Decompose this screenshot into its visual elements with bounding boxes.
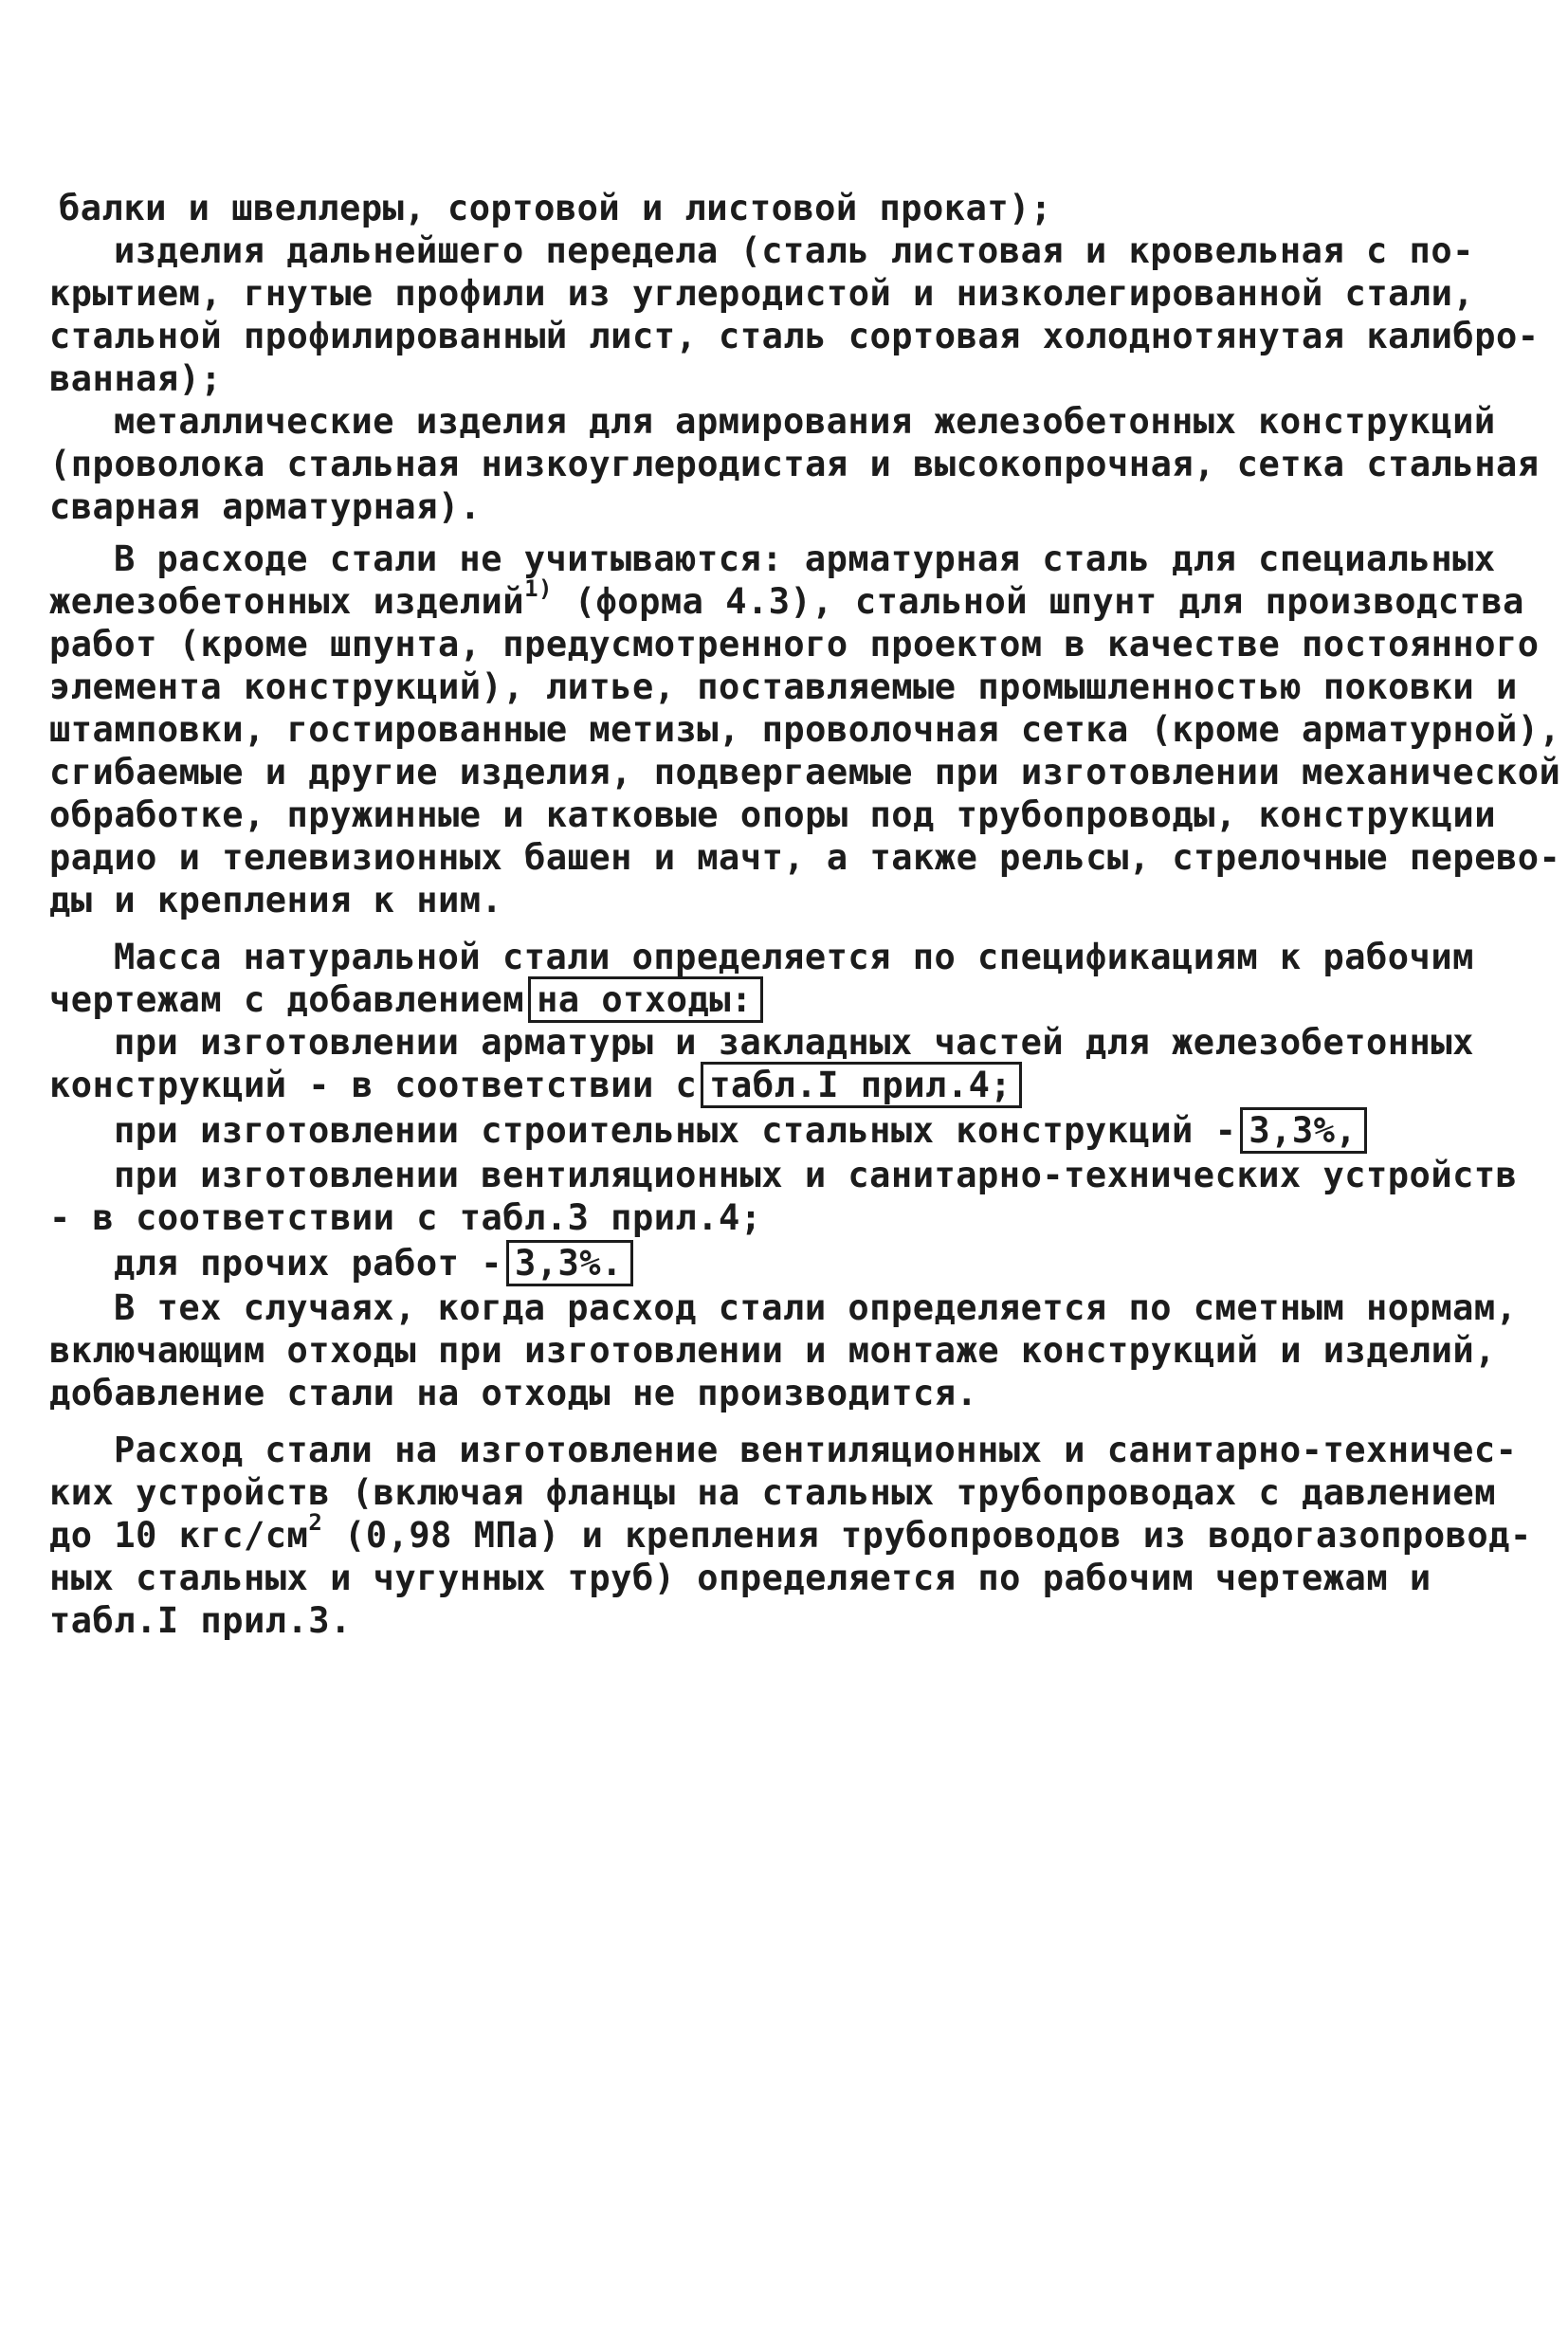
text-line [49, 1469, 1496, 1517]
text-line [49, 1327, 1496, 1375]
line-text: ких устройств (включая фланцы на стальных трубопроводах с давлением [49, 1472, 1496, 1513]
line-text: (0,98 МПа) и крепления трубопроводов из водогазопровод- [322, 1515, 1532, 1556]
boxed-annotation: 3,3%. [506, 1240, 633, 1286]
text-line [49, 877, 502, 924]
text-line [49, 834, 1560, 882]
line-text: табл.I прил.3. [49, 1600, 352, 1641]
line-text: ванная); [49, 358, 223, 399]
text-line [49, 313, 1540, 360]
text-line [114, 398, 1496, 446]
line-text: при изготовлении арматуры и закладных частей для железобетонных [114, 1022, 1474, 1063]
line-text: включающим отходы при изготовлении и монтаже конструкций и изделий, [49, 1330, 1496, 1371]
text-line [49, 1370, 977, 1417]
line-text: В тех случаях, когда расход стали определяется по сметным нормам, [114, 1287, 1518, 1328]
boxed-annotation: 3,3%, [1240, 1107, 1367, 1154]
text-line [49, 270, 1474, 318]
text-line [114, 536, 1496, 583]
text-line [49, 1194, 762, 1242]
footnote-mark: 1) [524, 575, 553, 602]
line-text: - в соответствии с табл.3 прил.4; [49, 1197, 762, 1238]
line-text: крытием, гнутые профили из углеродистой и низколегированной стали, [49, 273, 1475, 314]
text-line [49, 976, 763, 1024]
line-text: для прочих работ - [114, 1243, 502, 1284]
text-line [49, 1509, 1532, 1559]
text-line [114, 1240, 633, 1287]
line-text: изделия дальнейшего передела (сталь листовая и кровельная с по- [114, 230, 1474, 271]
line-text: обработке, пружинные и катковые опоры под трубопроводы, конструкции [49, 794, 1496, 835]
line-text: (форма 4.3), стальной шпунт для производства [552, 581, 1524, 622]
text-line [49, 355, 222, 403]
text-line [114, 934, 1474, 981]
line-text: штамповки, гостированные метизы, проволочная сетка (кроме арматурной), [49, 709, 1561, 750]
text-line [114, 1427, 1517, 1474]
text-line [114, 1152, 1517, 1199]
line-text: сгибаемые и другие изделия, подвергаемые при изготовлении механической [49, 752, 1561, 793]
line-text: работ (кроме шпунта, предусмотренного проектом в качестве постоянного [49, 624, 1540, 665]
text-line [49, 483, 482, 531]
line-text: балки и швеллеры, сортовой и листовой прокат); [59, 188, 1052, 228]
line-text: (проволока стальная низкоуглеродистая и высокопрочная, сетка стальная [49, 444, 1540, 484]
line-text: при изготовлении строительных стальных конструкций - [114, 1110, 1237, 1151]
text-line [59, 185, 1052, 232]
line-text: Масса натуральной стали определяется по спецификациям к рабочим [114, 937, 1474, 977]
line-text: конструкций - в соответствии с [49, 1065, 698, 1105]
line-text: стальной профилированный лист, сталь сортовая холоднотянутая калибро- [49, 316, 1540, 356]
text-line [49, 575, 1524, 626]
text-line [49, 1597, 352, 1645]
line-text: металлические изделия для армирования железобетонных конструкций [114, 401, 1496, 442]
line-text: ных стальных и чугунных труб) определяется по рабочим чертежам и [49, 1558, 1431, 1598]
text-line [114, 1019, 1474, 1066]
boxed-annotation: на отходы: [528, 976, 763, 1023]
line-text: В расходе стали не учитываются: арматурная сталь для специальных [114, 538, 1496, 579]
text-line [49, 1555, 1431, 1602]
line-text: Расход стали на изготовление вентиляционных и санитарно-техничес- [114, 1430, 1518, 1470]
text-line [49, 706, 1560, 754]
text-line [49, 621, 1540, 668]
boxed-annotation: табл.I прил.4; [701, 1062, 1022, 1108]
line-text: добавление стали на отходы не производится. [49, 1373, 978, 1413]
line-text: радио и телевизионных башен и мачт, а также рельсы, стрелочные перево- [49, 837, 1561, 878]
line-text: сварная арматурная). [49, 486, 482, 527]
text-line [49, 749, 1560, 796]
line-text: ды и крепления к ним. [49, 880, 503, 920]
line-text: железобетонных изделий [49, 581, 525, 622]
line-text: чертежам с добавлением [49, 979, 525, 1020]
line-text: элемента конструкций), литье, поставляемые промышленностью поковки и [49, 666, 1518, 707]
text-line [49, 792, 1496, 839]
text-line [114, 228, 1474, 275]
text-line [49, 664, 1518, 711]
line-text: при изготовлении вентиляционных и санитарно-технических устройств [114, 1155, 1518, 1195]
text-line [114, 1107, 1367, 1155]
text-line [49, 1062, 1022, 1109]
text-line [114, 1285, 1517, 1332]
text-line [49, 441, 1540, 488]
footnote-mark: 2 [308, 1509, 323, 1536]
line-text: до 10 кгс/см [49, 1515, 309, 1556]
